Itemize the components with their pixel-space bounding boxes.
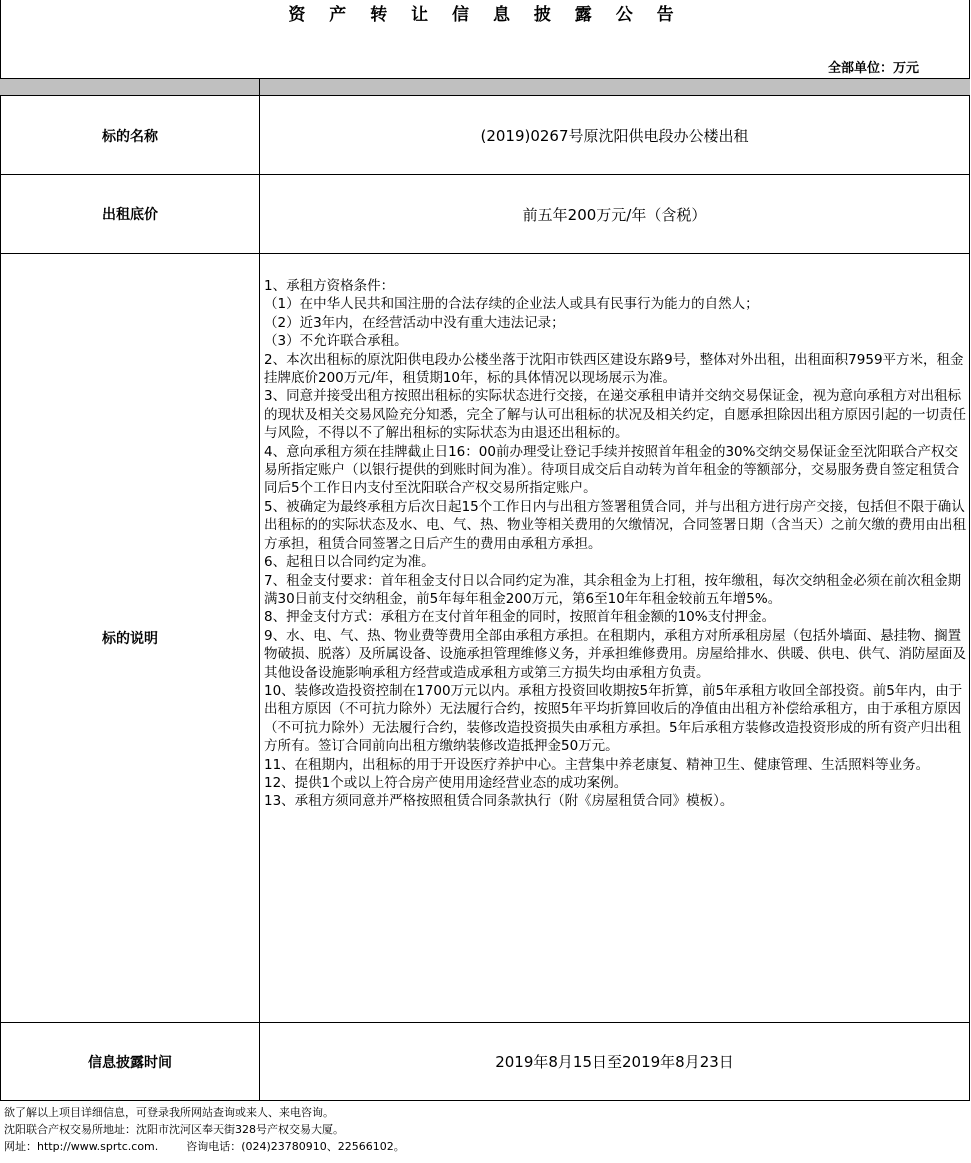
table-header-bar [0,78,970,96]
frame-right-border [969,0,970,1101]
description-paragraph: 13、承租方须同意并严格按照租赁合同条款执行（附《房屋租赁合同》模板）。 [264,793,734,810]
description-paragraph: （1）在中华人民共和国注册的合法存续的企业法人或具有民事行为能力的自然人； [264,296,759,313]
description-paragraph: 11、在租期内，出租标的用于开设医疗养护中心。主营集中养老康复、精神卫生、健康管理、生活照料等业务。 [264,756,930,773]
name-value: (2019)0267号原沈阳供电段办公楼出租 [480,127,749,145]
footer-notes [4,1104,405,1155]
description-paragraph: 3、同意并接受出租方按照出租标的实际状态进行交接，在递交承租申请并交纳交易保证金，视为意向承租方对出租标的现状及相关交易风险充分知悉，完全了解与认可出租标的状况及相关约定，自愿承担除因出租方原因引起的一切责任与风险，不得以不了解出租标的实际状态为由退还出租标的。 [264,388,966,442]
footer-contact: 网址：http://www.sprtc.com. 咨询电话：(024)23780910、22566102。 [4,1140,405,1153]
table-bottom-border [0,1100,970,1101]
price-label: 出租底价 [102,207,158,223]
price-value: 前五年200万元/年（含税） [522,205,707,224]
page-title: 资 产 转 让 信 息 披 露 公 告 [288,5,683,25]
description-text [264,277,966,811]
disclosure-value: 2019年8月15日至2019年8月23日 [495,1053,734,1071]
description-paragraph: 6、起租日以合同约定为准。 [264,554,435,571]
description-paragraph: （3）不允许联合承租。 [264,333,408,350]
description-paragraph: 10、装修改造投资控制在1700万元以内。承租方投资回收期按5年折算，前5年承租方收回全部投资。前5年内，由于出租方原因（不可抗力除外）无法履行合约，按照5年平均折算回收后的净值由出租方补偿给承租方，由于承租方原因（不可抗力除外）无法履行合约，装修改造投资损失由承租方承担。5年后承租方装修改造投资形成的所有资产归出租方所有。签订合同前向出租方缴纳装修改造抵押金50万元。 [264,682,963,755]
description-paragraph: 8、押金支付方式：承租方在支付首年租金的同时，按照首年租金额的10%支付押金。 [264,609,776,626]
description-paragraph: 7、租金支付要求：首年租金支付日以合同约定为准，其余租金为上打租，按年缴租，每次交纳租金必须在前次租金期满30日前支付交纳租金，前5年每年租金200万元，第6至10年年租金较前五年增5%。 [264,572,962,607]
description-paragraph: 1、承租方资格条件： [264,278,395,294]
footer-inquiry-note: 欲了解以上项目详细信息，可登录我所网站查询或来人、来电咨询。 [4,1106,334,1119]
description-paragraph: 5、被确定为最终承租方后次日起15个工作日内与出租方签署租赁合同，并与出租方进行房产交接，包括但不限于确认出租标的的实际状态及水、电、气、热、物业等相关费用的欠缴情况，合同签署日期（含当天）之前欠缴的费用由出租方承担，租赁合同签署之日后产生的费用由承租方承担。 [264,498,966,552]
description-paragraph: 4、意向承租方须在挂牌截止日16：00前办理受让登记手续并按照首年租金的30%交纳交易保证金至沈阳联合产权交易所指定账户（以银行提供的到账时间为准）。待项目成交后自动转为首年租金的等额部分，交易服务费自签定租赁合同后5个工作日内支付至沈阳联合产权交易所指定账户。 [264,443,960,497]
description-paragraph: 12、提供1个或以上符合房产使用用途经营业态的成功案例。 [264,774,628,791]
name-label: 标的名称 [102,128,158,145]
description-paragraph: 2、本次出租标的原沈阳供电段办公楼坐落于沈阳市铁西区建设东路9号，整体对外出租，出租面积7959平方米，租金挂牌底价200万元/年，租赁期10年，标的具体情况以现场展示为准。 [264,351,964,387]
description-paragraph: （2）近3年内，在经营活动中没有重大违法记录； [264,314,565,331]
footer-address: 沈阳联合产权交易所地址：沈阳市沈河区奉天街328号产权交易大厦。 [4,1123,344,1136]
description-label: 标的说明 [102,631,158,647]
unit-note: 全部单位：万元 [827,61,919,76]
disclosure-label: 信息披露时间 [88,1054,172,1071]
description-paragraph: 9、水、电、气、热、物业费等费用全部由承租方承担。在租期内，承租方对所承租房屋（包括外墙面、悬挂物、搁置物破损、脱落）及所属设备、设施承担管理维修义务，并承担维修费用。房屋给排水、供暖、供电、供气、消防屋面及其他设备设施影响承租方经营或造成承租方或第三方损失均由承租方负责。 [264,627,966,681]
